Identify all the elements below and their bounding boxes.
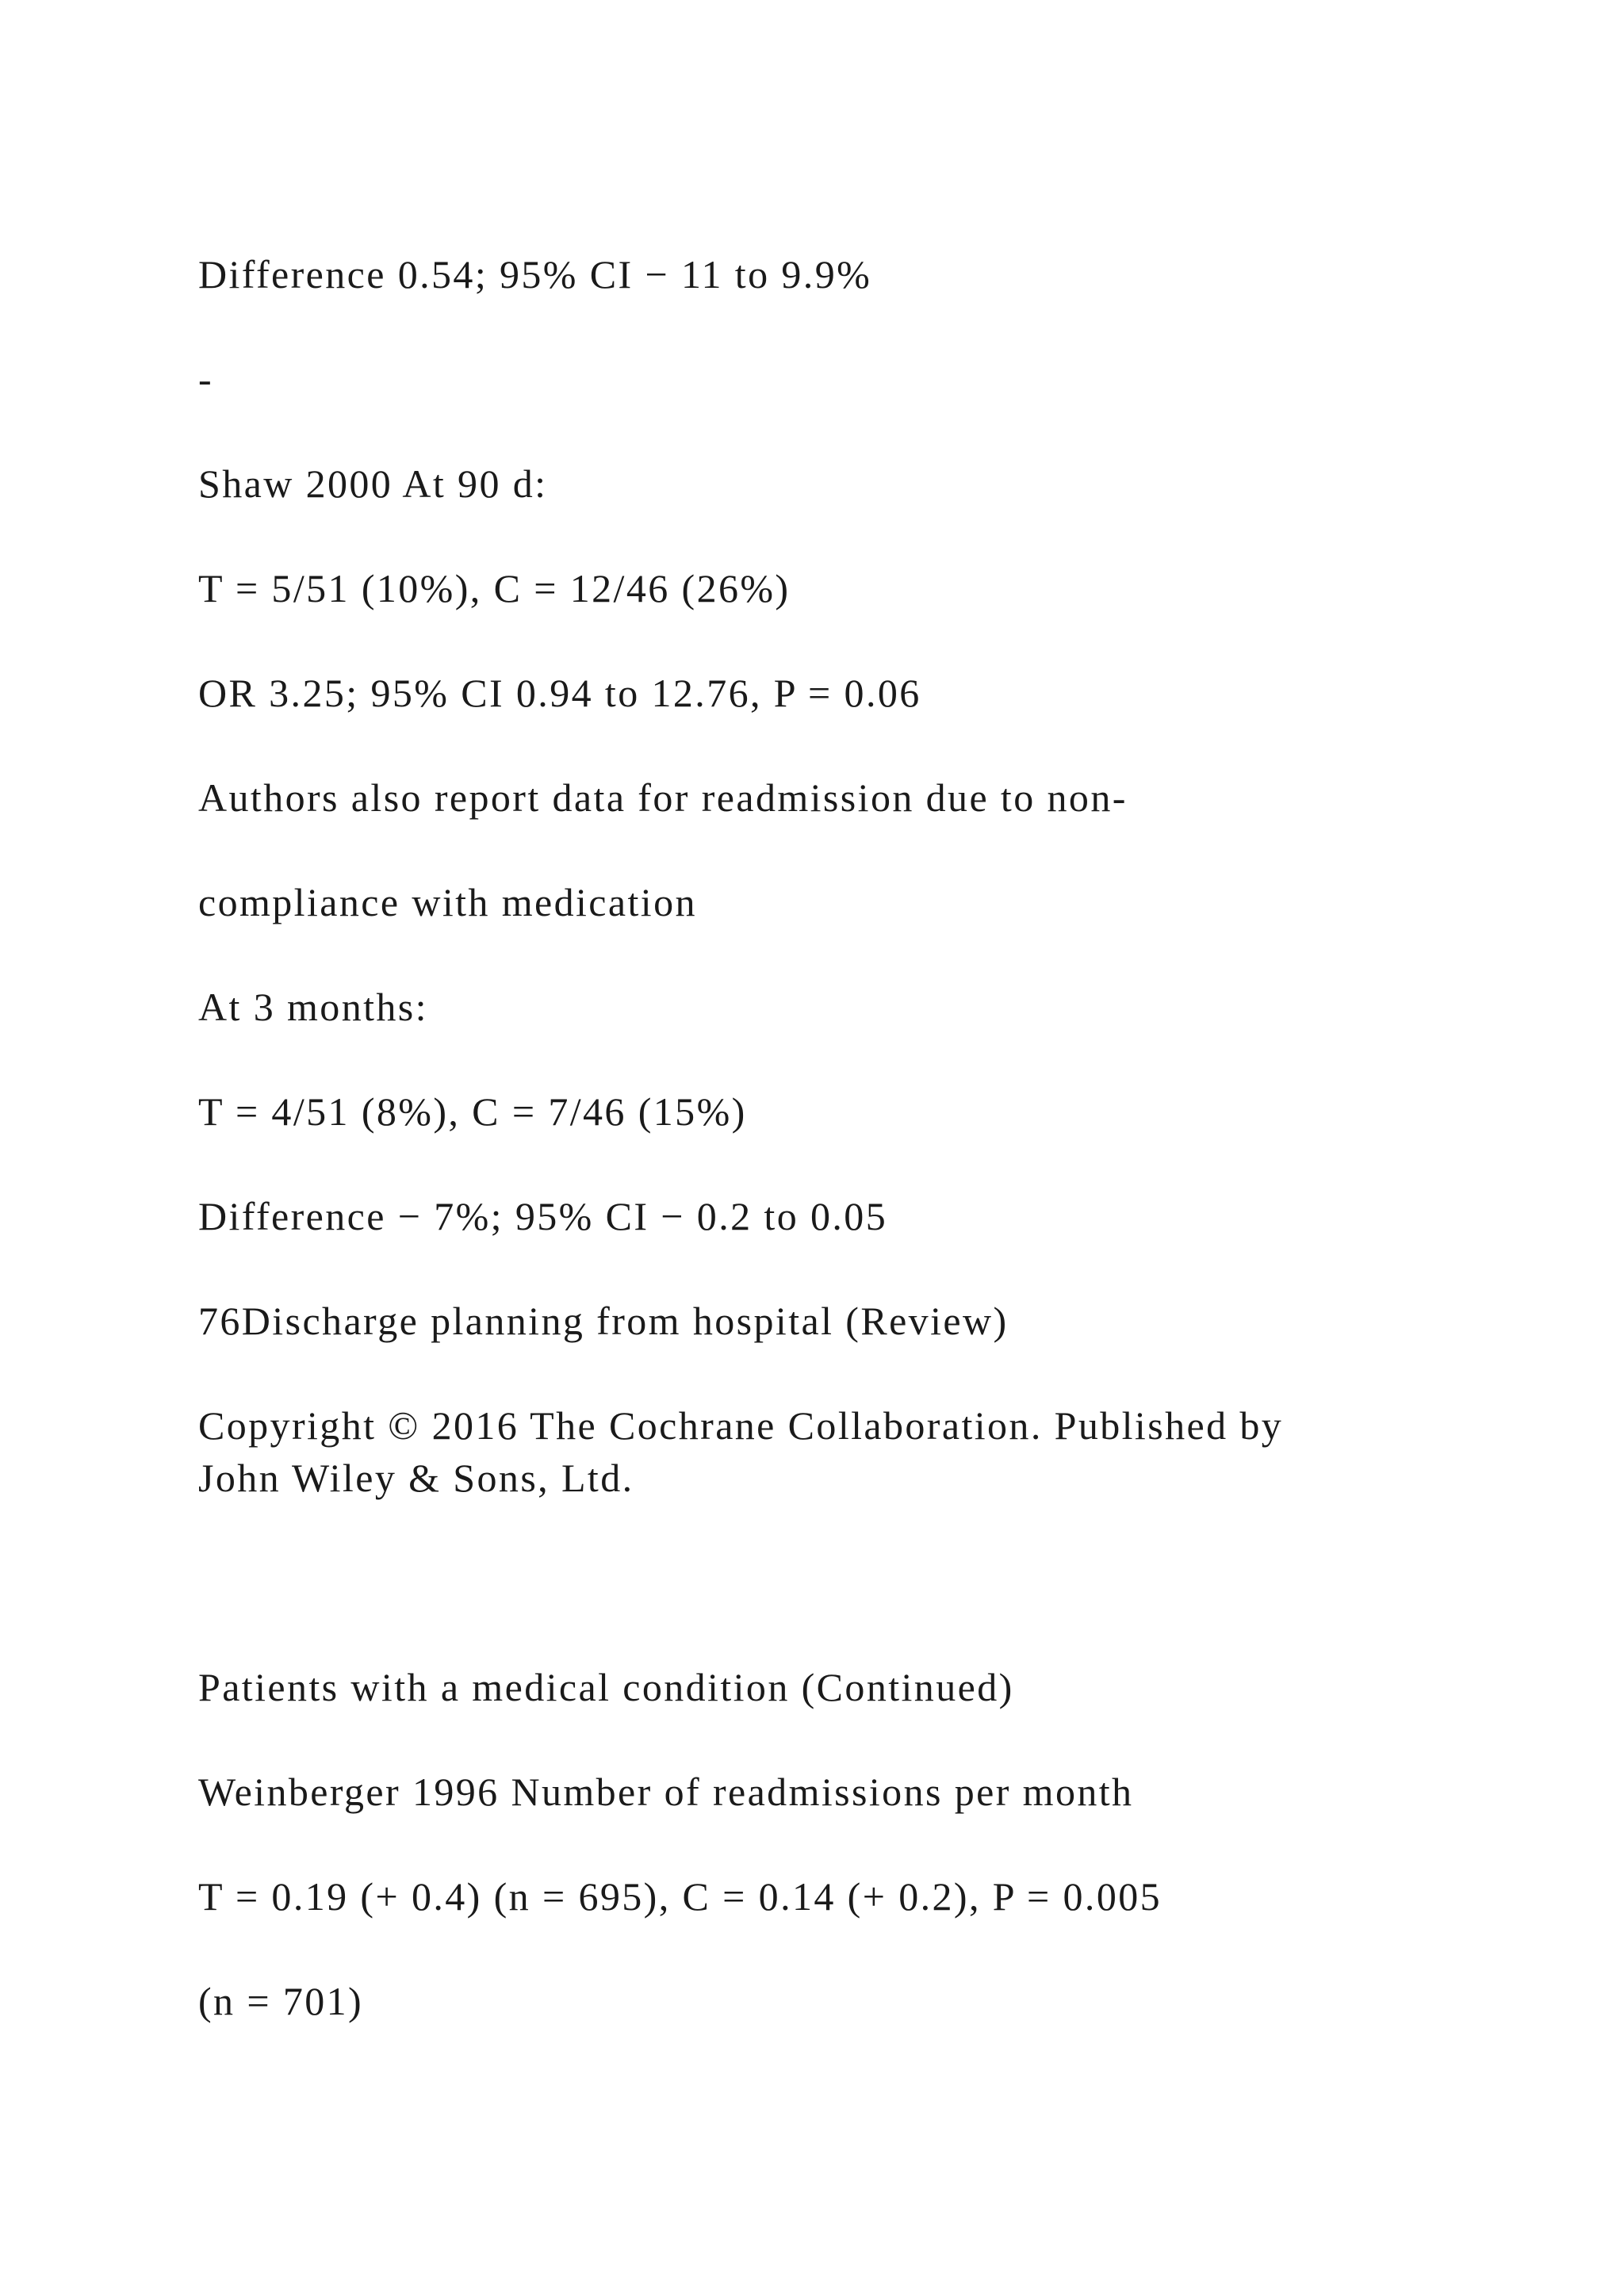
copyright-line-2: John Wiley & Sons, Ltd.	[198, 1456, 634, 1500]
shaw-study-heading: Shaw 2000 At 90 d:	[198, 461, 548, 506]
authors-note-line-1: Authors also report data for readmission due to non-	[198, 775, 1128, 820]
dash-separator: -	[198, 357, 214, 401]
review-footer-title: 76Discharge planning from hospital (Review)	[198, 1299, 1009, 1343]
weinberger-values: T = 0.19 (+ 0.4) (n = 695), C = 0.14 (+ 0.2), P = 0.005	[198, 1874, 1162, 1919]
three-month-heading: At 3 months:	[198, 985, 428, 1029]
shaw-odds-ratio: OR 3.25; 95% CI 0.94 to 12.76, P = 0.06	[198, 671, 921, 715]
difference-result-1: Difference 0.54; 95% CI − 11 to 9.9%	[198, 252, 872, 297]
copyright-line-1: Copyright © 2016 The Cochrane Collaboration. Published by	[198, 1403, 1284, 1448]
authors-note-line-2: compliance with medication	[198, 880, 697, 924]
weinberger-sample-size: (n = 701)	[198, 1979, 364, 2023]
shaw-values: T = 5/51 (10%), C = 12/46 (26%)	[198, 566, 791, 610]
weinberger-study-heading: Weinberger 1996 Number of readmissions per month	[198, 1770, 1134, 1814]
difference-result-2: Difference − 7%; 95% CI − 0.2 to 0.05	[198, 1194, 888, 1238]
three-month-values: T = 4/51 (8%), C = 7/46 (15%)	[198, 1089, 747, 1134]
section-heading: Patients with a medical condition (Continued)	[198, 1665, 1014, 1709]
